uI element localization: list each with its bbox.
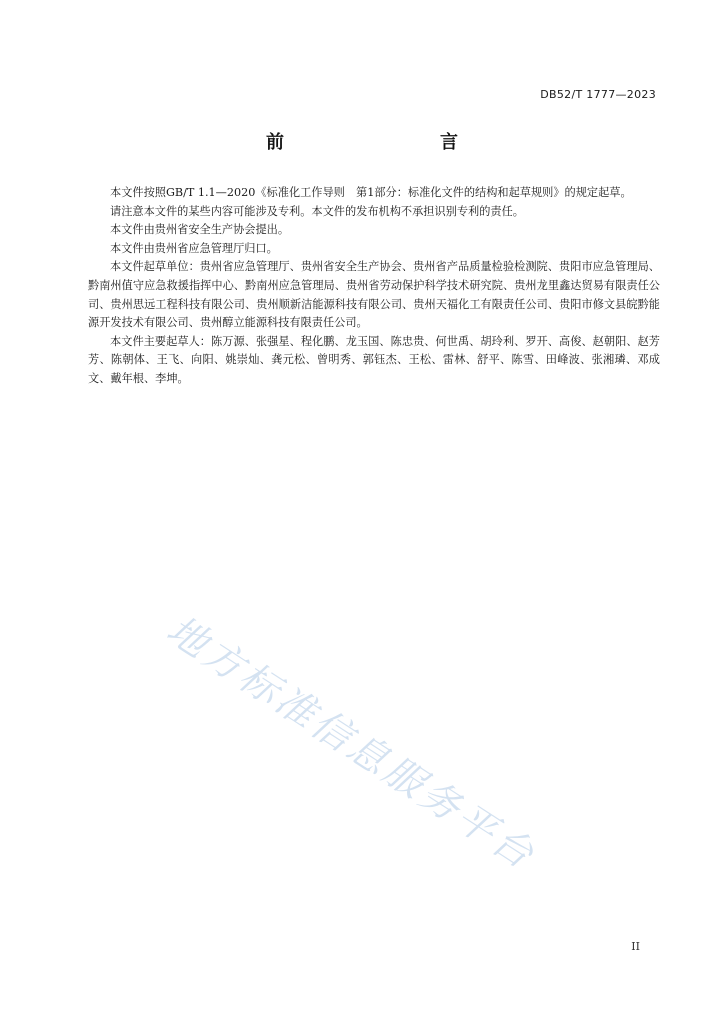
paragraph-drafting-units: 本文件起草单位：贵州省应急管理厅、贵州省安全生产协会、贵州省产品质量检验检测院、贵阳市应急管理局、黔南州值守应急救援指挥中心、黔南州应急管理局、贵州省劳动保护科学技术研究院、贵州龙里鑫达贸易有限责任公司、贵州思远工程科技有限公司、贵州顺新洁能源科技有限公司、贵州天福化工有限责任公司、贵阳市修文县皖黔能源开发技术有限公司、贵州醇立能源科技有限责任公司。 xyxy=(88,260,660,330)
paragraph-drafters: 本文件主要起草人：陈万源、张强星、程化鹏、龙玉国、陈忠贵、何世禹、胡玲利、罗开、高俊、赵朝阳、赵芳芳、陈朝体、王飞、向阳、姚崇灿、龚元松、曾明秀、郭钰杰、王松、雷林、舒平、陈雪、田峰波、张湘璘、邓成文、戴年根、李坤。 xyxy=(88,334,660,385)
paragraph-drafting-rules: 本文件按照GB/T 1.1—2020《标准化工作导则 第1部分：标准化文件的结构和起草规则》的规定起草。 xyxy=(110,186,632,199)
paragraph-administrator: 本文件由贵州省应急管理厅归口。 xyxy=(110,241,278,255)
paragraph-proposer: 本文件由贵州省安全生产协会提出。 xyxy=(110,223,290,237)
page-number: II xyxy=(631,940,640,953)
watermark: 地方标准信息服务平台 xyxy=(158,607,544,880)
standard-code: DB52/T 1777—2023 xyxy=(540,88,656,101)
paragraph-patent-notice: 请注意本文件的某些内容可能涉及专利。本文件的发布机构不承担识别专利的责任。 xyxy=(110,204,524,218)
document-body xyxy=(88,184,660,389)
page-title: 前 言 xyxy=(266,132,498,153)
